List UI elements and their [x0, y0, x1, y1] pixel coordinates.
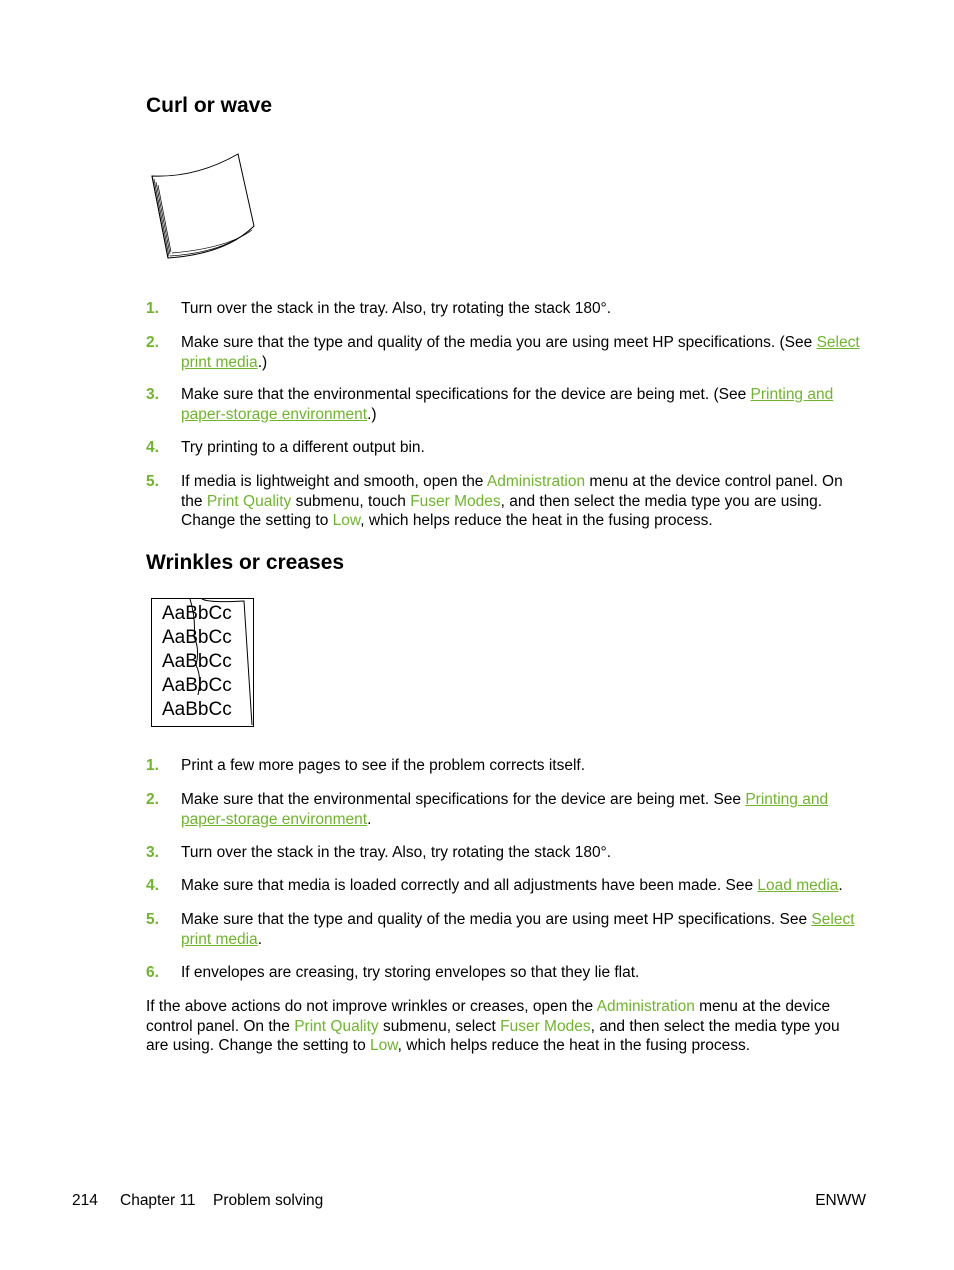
sample-line: AaBbCc — [162, 699, 232, 720]
chapter-title: Problem solving — [213, 1192, 324, 1209]
curl-step-2: 2. Make sure that the type and quality of the media you are using meet HP specifications. (See Select print media.) — [146, 334, 860, 371]
menu-name: Print Quality — [206, 492, 292, 510]
wrinkled-sample-page — [151, 598, 254, 727]
cross-reference-link[interactable]: Select print media — [181, 334, 860, 371]
wrinkle-step-6: 6. If envelopes are creasing, try storing envelopes so that they lie flat. — [146, 964, 640, 981]
menu-name: Print Quality — [294, 1017, 379, 1035]
wrinkle-step-1: 1. Print a few more pages to see if the problem corrects itself. — [146, 757, 586, 774]
footer-right-label: ENWW — [815, 1192, 866, 1209]
sample-line: AaBbCc — [162, 627, 232, 648]
curl-step-4: 4. Try printing to a different output bin. — [146, 439, 425, 456]
menu-name: Low — [370, 1037, 398, 1054]
section-heading-curl: Curl or wave — [146, 94, 273, 117]
chapter-label: Chapter 11 — [120, 1192, 196, 1209]
menu-name: Fuser Modes — [410, 492, 501, 510]
wrinkle-step-3: 3. Turn over the stack in the tray. Also, try rotating the stack 180°. — [146, 844, 612, 861]
sample-line: AaBbCc — [162, 675, 232, 696]
curl-step-3: 3. Make sure that the environmental specifications for the device are being met. (See Printing and paper-storage environment.) — [146, 386, 834, 423]
cross-reference-link[interactable]: Select print media — [181, 911, 855, 948]
page-number: 214 — [72, 1192, 98, 1209]
crease-line — [152, 599, 255, 728]
closing-paragraph: If the above actions do not improve wrinkles or creases, open the Administration menu at the device control panel. On the Print Quality submenu, select Fuser Modes, and then select the media type you are using. Change the setting to Low, which helps reduce the heat in the fusing process. — [146, 998, 840, 1054]
wrinkle-step-5: 5. Make sure that the type and quality of the media you are using meet HP specifications. See Select print media. — [146, 911, 855, 948]
section-heading-wrinkles: Wrinkles or creases — [146, 551, 345, 574]
wrinkle-step-4: 4. Make sure that media is loaded correctly and all adjustments have been made. See Load media. — [146, 877, 843, 894]
menu-name: Low — [332, 512, 361, 529]
menu-name: Administration — [486, 473, 586, 490]
menu-name: Administration — [596, 998, 695, 1015]
cross-reference-link[interactable]: Printing and paper-storage environment — [181, 386, 834, 423]
curl-step-1: 1. Turn over the stack in the tray. Also, try rotating the stack 180°. — [146, 300, 612, 317]
sample-line: AaBbCc — [162, 603, 232, 624]
sample-line: AaBbCc — [162, 651, 232, 672]
wrinkle-step-2: 2. Make sure that the environmental specifications for the device are being met. See Printing and paper-storage environment. — [146, 791, 829, 828]
cross-reference-link[interactable]: Printing and paper-storage environment — [181, 791, 829, 828]
curl-step-5: 5. If media is lightweight and smooth, open the Administration menu at the device control panel. On the Print Quality submenu, touch Fuser Modes, and then select the media type you are using. Change the setting to Low, which helps reduce the heat in the fusing process. — [146, 473, 843, 529]
menu-name: Fuser Modes — [500, 1017, 591, 1035]
curled-paper-illustration — [146, 148, 262, 264]
cross-reference-link[interactable]: Load media — [757, 877, 839, 894]
